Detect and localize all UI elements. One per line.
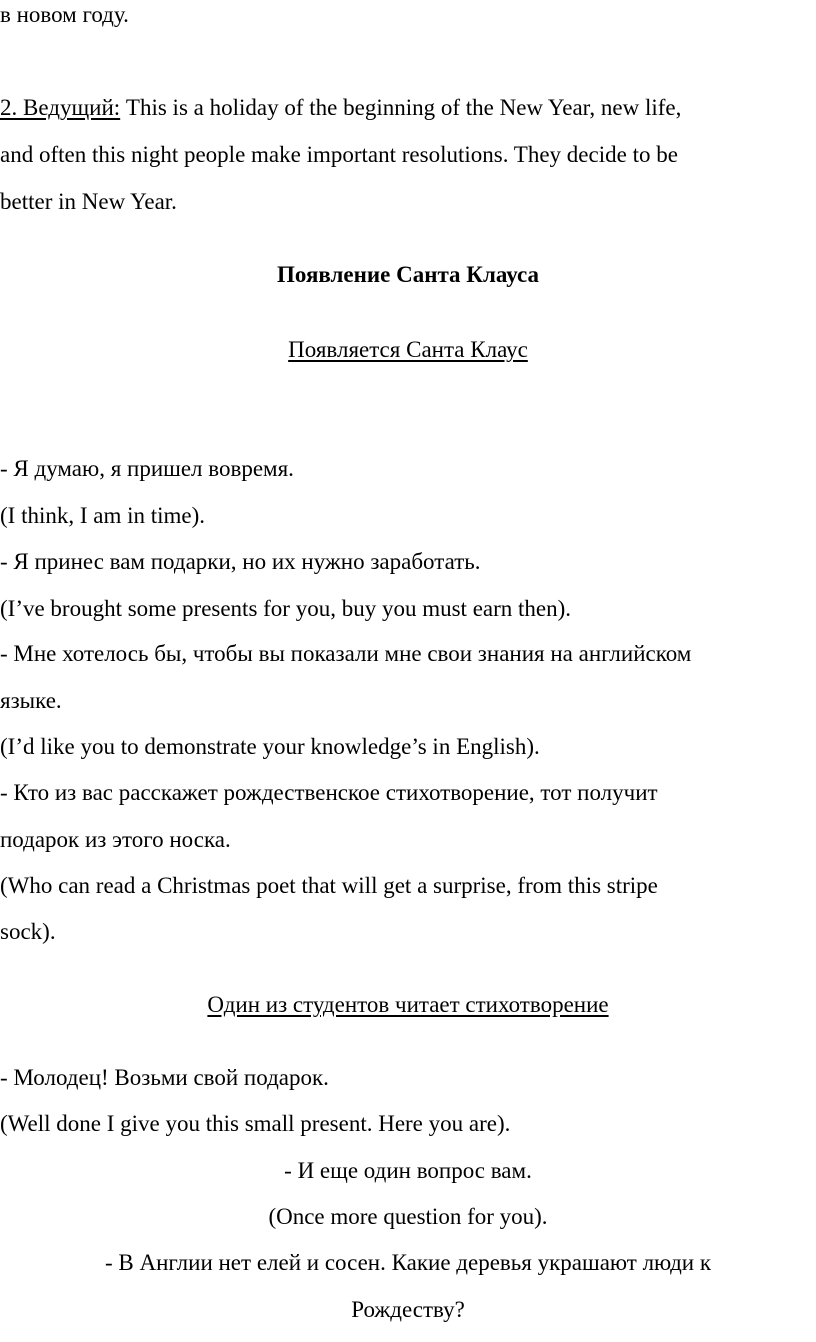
text-line: and often this night people make important resolutions. They decide to be: [0, 142, 678, 167]
stage-direction: [0, 338, 816, 361]
translation-line: (Once more question for you).: [268, 1204, 548, 1229]
dialogue-line: подарок из этого носка.: [0, 827, 231, 852]
stage-direction: [0, 993, 816, 1016]
translation-line: (I think, I am in time).: [0, 503, 206, 528]
text-line: better in New Year.: [0, 189, 177, 214]
dialogue-line: - Я думаю, я пришел вовремя.: [0, 456, 294, 481]
speaker-label: 2. Ведущий:: [0, 95, 121, 120]
dialogue-line: - Молодец! Возьми свой подарок.: [0, 1065, 329, 1090]
dialogue-line: - Я принес вам подарки, но их нужно заработать.: [0, 549, 481, 574]
speaker-line: [0, 96, 681, 119]
dialogue-line: - И еще один вопрос вам.: [284, 1158, 532, 1183]
stage-direction-text: Появляется Санта Клаус: [288, 337, 528, 362]
dialogue-line: Рождеству?: [351, 1297, 465, 1322]
speaker-text: This is a holiday of the beginning of the New Year, new life,: [120, 95, 682, 120]
dialogue-line: - Кто из вас расскажет рождественское стихотворение, тот получит: [0, 780, 658, 805]
dialogue-line: языке.: [0, 688, 62, 713]
section-heading: Появление Санта Клауса: [277, 262, 539, 287]
translation-line: (Who can read a Christmas poet that will get a surprise, from this stripe: [0, 873, 658, 898]
dialogue-line: - В Англии нет елей и сосен. Какие деревья украшают люди к: [104, 1250, 712, 1275]
dialogue-line: - Мне хотелось бы, чтобы вы показали мне свои знания на английском: [0, 641, 692, 666]
translation-line: (Well done I give you this small present. Here you are).: [0, 1111, 511, 1136]
translation-line: sock).: [0, 919, 56, 944]
stage-direction-text: Один из студентов читает стихотворение: [207, 992, 609, 1017]
translation-line: (I’ve brought some presents for you, buy you must earn then).: [0, 596, 572, 621]
translation-line: (I’d like you to demonstrate your knowledge’s in English).: [0, 734, 540, 759]
text-line: в новом году.: [0, 2, 129, 27]
